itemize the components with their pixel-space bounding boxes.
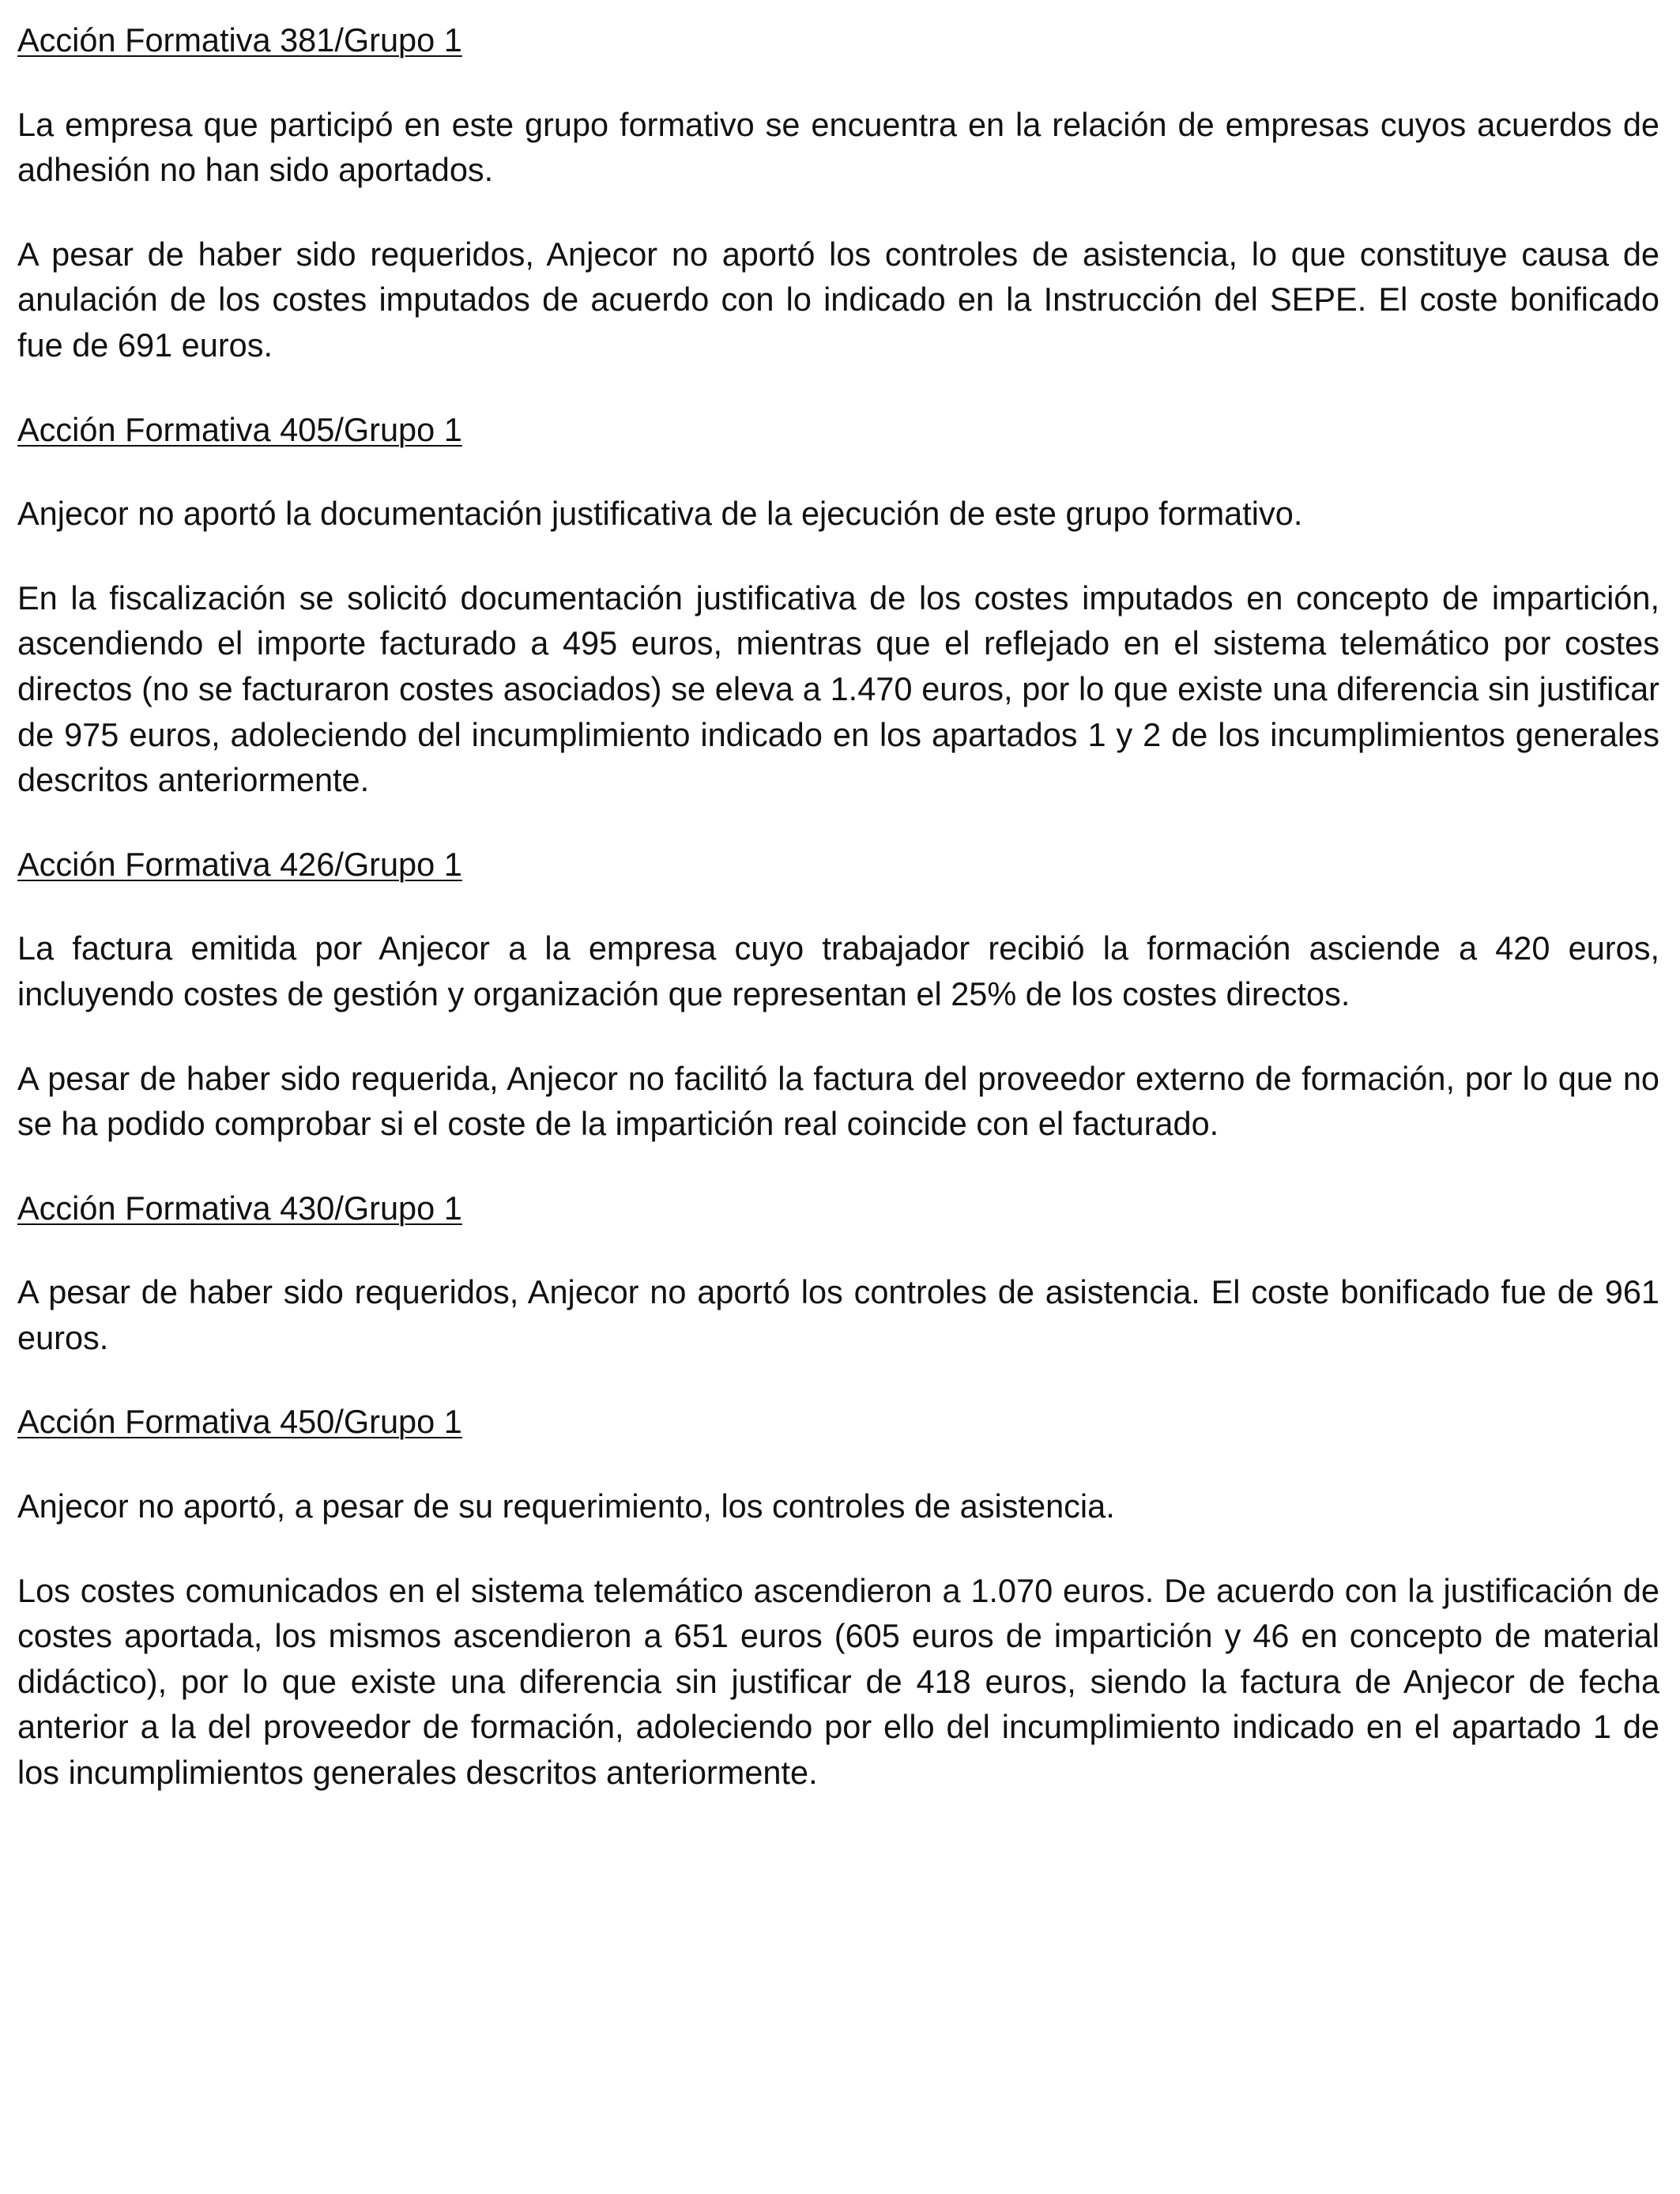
paragraph: A pesar de haber sido requeridos, Anjecor no aportó los controles de asistencia. El coste bonificado fue de 961 euros. — [17, 1273, 1659, 1356]
paragraph: A pesar de haber sido requeridos, Anjecor no aportó los controles de asistencia, lo que constituye causa de anulación de los costes imputados de acuerdo con lo indicado en la Instrucción del SEPE. El coste bonificado fue de 691 euros. — [17, 235, 1659, 364]
paragraph: Anjecor no aportó, a pesar de su requerimiento, los controles de asistencia. — [17, 1487, 1115, 1525]
section-heading-426: Acción Formativa 426/Grupo 1 — [17, 845, 462, 883]
section-heading-450: Acción Formativa 450/Grupo 1 — [17, 1403, 462, 1441]
paragraph: A pesar de haber sido requerida, Anjecor no facilitó la factura del proveedor externo de formación, por lo que no se ha podido comprobar si el coste de la impartición real coincide con el facturado. — [17, 1059, 1659, 1143]
section-heading-405: Acción Formativa 405/Grupo 1 — [17, 410, 462, 448]
section-heading-430: Acción Formativa 430/Grupo 1 — [17, 1189, 462, 1227]
document-page — [17, 0, 1659, 1796]
paragraph: Los costes comunicados en el sistema telemático ascendieron a 1.070 euros. De acuerdo con la justificación de costes aportada, los mismos ascendieron a 651 euros (605 euros de impartición y 46 en concepto de material didáctico), por lo que existe una diferencia sin justificar de 418 euros, siendo la factura de Anjecor de fecha anterior a la del proveedor de formación, adoleciendo por ello del incumplimiento indicado en el apartado 1 de los incumplimientos generales descritos anteriormente. — [17, 1571, 1659, 1792]
section-heading-381: Acción Formativa 381/Grupo 1 — [17, 21, 462, 58]
paragraph: La factura emitida por Anjecor a la empresa cuyo trabajador recibió la formación asciende a 420 euros, incluyendo costes de gestión y organización que representan el 25% de los costes directos. — [17, 929, 1659, 1012]
paragraph: Anjecor no aportó la documentación justificativa de la ejecución de este grupo formativo. — [17, 495, 1303, 533]
paragraph: La empresa que participó en este grupo formativo se encuentra en la relación de empresas cuyos acuerdos de adhesión no han sido aportados. — [17, 105, 1659, 189]
paragraph: En la fiscalización se solicitó documentación justificativa de los costes imputados en concepto de impartición, ascendiendo el importe facturado a 495 euros, mientras que el reflejado en el sistema telemático por costes directos (no se facturaron costes asociados) se eleva a 1.470 euros, por lo que existe una diferencia sin justificar de 975 euros, adoleciendo del incumplimiento indicado en los apartados 1 y 2 de los incumplimientos generales descritos anteriormente. — [17, 579, 1659, 799]
